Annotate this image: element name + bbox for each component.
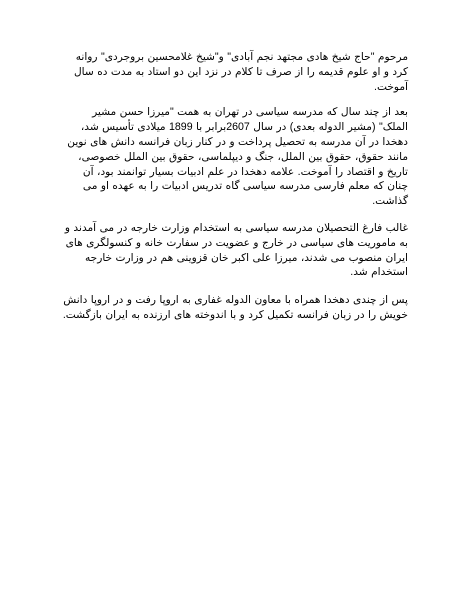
paragraph-3: غالب فارغ التحصیلان مدرسه سیاسی به استخدام وزارت خارجه در می آمدند و به ماموریت های سیاسی در خارج و عضویت در سفارت خانه و کنسولگری های ایران منصوب می شدند، میرزا علی اکبر خان قزوینی هم در وزارت خارجه استخدام شد. [64,221,408,279]
document-body [60,50,408,335]
paragraph-1: مرحوم "حاج شیخ هادی مجتهد نجم آبادی" و"شیخ غلامحسین بروجردی" روانه کرد و او علوم قدیمه را از صرف تا کلام در نزد این دو استاد به مدت ده سال آموخت. [73,51,408,93]
paragraph-2: بعد از چند سال که مدرسه سیاسی در تهران به همت "میرزا حسن مشیر الملک" (مشیر الدوله بعدی) در سال 2607برابر با 1899 میلادی تأسیس شد، دهخدا در آن مدرسه به تحصیل پرداخت و در کنار زبان فرانسه دانش های نوین مانند حقوق، حقوق بین الملل، جنگ و دیپلماسی، حقوق بین الملل خصوصی، تاریخ و اقتصاد را آموخت. علامه دهخدا در علم ادبیات بسیار توانمند بود، آن چنان که معلم فارسی مدرسه سیاسی گاه تدریس ادبیات را به عهده او می گذاشت. [67,106,408,208]
paragraph-4: پس از چندی دهخدا همراه با معاون الدوله غفاری به اروپا رفت و در اروپا دانش خویش را در زبان فرانسه تکمیل کرد و با اندوخته های ارزنده به ایران بازگشت. [62,294,408,321]
